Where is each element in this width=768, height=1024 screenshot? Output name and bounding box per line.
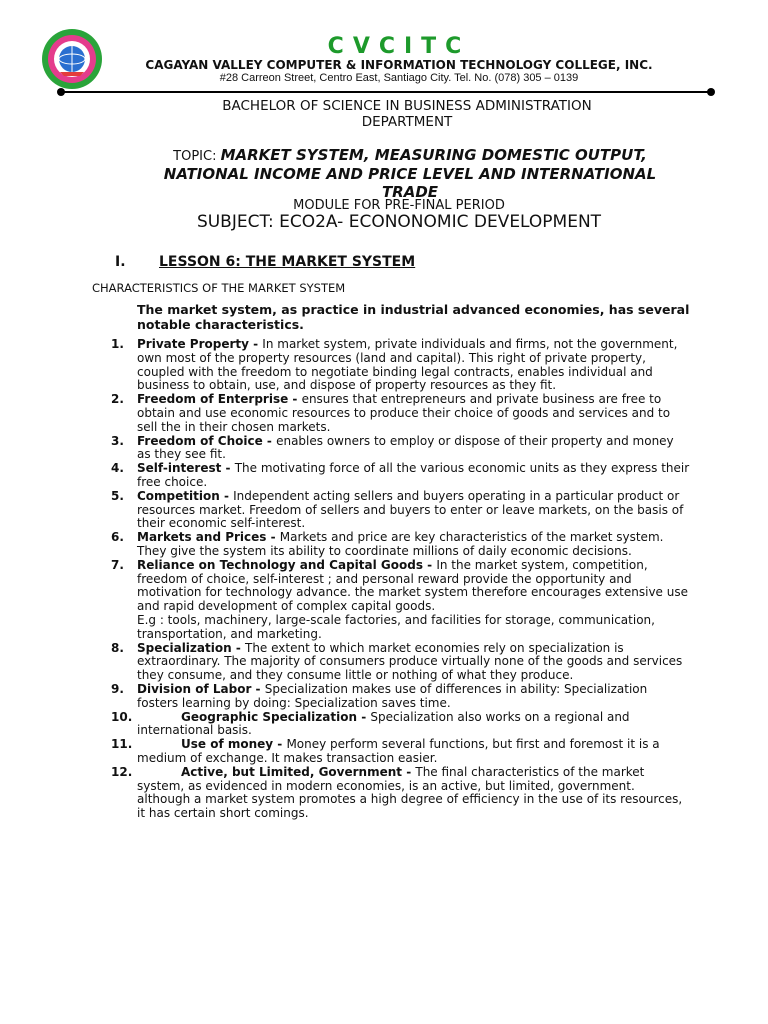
subject-line: SUBJECT: ECO2A- ECONONOMIC DEVELOPMENT	[196, 212, 602, 232]
topic-text: MARKET SYSTEM, MEASURING DOMESTIC OUTPUT, NATIONAL INCOME AND PRICE LEVEL AND INTERNATIONAL TRADE	[163, 146, 657, 201]
header-divider	[62, 91, 710, 93]
org-full-name: CAGAYAN VALLEY COMPUTER & INFORMATION TECHNOLOGY COLLEGE, INC.	[145, 58, 653, 72]
item-term: Use of money -	[181, 737, 287, 752]
department-line: DEPARTMENT	[361, 114, 453, 130]
list-item	[111, 711, 691, 739]
intro-paragraph: The market system, as practice in industrial advanced economies, has several notable characteristics.	[137, 302, 690, 332]
lesson-title: LESSON 6: THE MARKET SYSTEM	[159, 254, 416, 270]
item-term: Geographic Specialization -	[181, 709, 371, 724]
item-number: 5.	[111, 488, 124, 503]
item-term: Freedom of Choice -	[137, 433, 277, 448]
list-item	[111, 490, 691, 531]
org-address: #28 Carreon Street, Centro East, Santiago City. Tel. No. (078) 305 – 0139	[219, 72, 579, 84]
list-item	[111, 683, 691, 711]
item-number: 11.	[111, 737, 133, 752]
item-example: E.g : tools, machinery, large-scale factories, and facilities for storage, communication, transportation, and marketing.	[137, 612, 655, 641]
item-text: Markets and price are key characteristics of the market system. They give the system its ability to coordinate millions of daily economic decisions.	[137, 530, 664, 558]
item-text: Specialization also works on a regional and international basis.	[137, 709, 630, 738]
item-number: 8.	[111, 640, 124, 655]
item-number: 9.	[111, 681, 124, 696]
item-term: Active, but Limited, Government -	[181, 764, 416, 779]
item-text: In the market system, competition, freedom of choice, self-interest ; and personal reward provide the opportunity and motivation for technology advance. the market system therefore encourages extensive use and rapid development of complex capital goods.	[137, 557, 688, 614]
item-term: Division of Labor -	[137, 681, 265, 696]
lesson-heading	[115, 254, 415, 270]
list-item	[111, 435, 691, 463]
list-item	[111, 338, 691, 393]
item-term: Freedom of Enterprise -	[137, 392, 302, 407]
section-heading: CHARACTERISTICS OF THE MARKET SYSTEM	[92, 281, 346, 295]
list-item	[111, 462, 691, 490]
item-number: 3.	[111, 433, 124, 448]
item-text: The motivating force of all the various economic units as they express their free choice.	[137, 461, 690, 489]
item-text: The extent to which market economies rely on specialization is extraordinary. The majority of consumers produce virtually none of the goods and services they consume, and they consume little or nothing of what they produce.	[137, 640, 683, 683]
list-item	[111, 559, 691, 642]
characteristics-list	[111, 338, 691, 821]
list-item	[111, 642, 691, 683]
list-item	[111, 738, 691, 766]
item-text: In market system, private individuals and firms, not the government, own most of the property resources (land and capital). This right of private property, coupled with the freedom to negotiate binding legal contracts, enables individual and business to obtain, use, and dispose of property resources as they fit.	[137, 337, 678, 393]
item-number: 7.	[111, 557, 124, 572]
list-item	[111, 531, 691, 559]
lesson-number: I.	[115, 254, 126, 270]
item-text: The final characteristics of the market system, as evidenced in modern economies, is an active, but limited, government. although a market system promotes a high degree of efficiency in the use of its resources, it has certain short comings.	[137, 764, 683, 821]
topic-label: TOPIC:	[173, 149, 221, 164]
item-term: Markets and Prices -	[137, 530, 280, 545]
item-number: 10.	[111, 709, 133, 724]
item-text: ensures that entrepreneurs and private business are free to obtain and use economic resources to produce their choice of goods and services and to sell the in their chosen markets.	[137, 392, 671, 434]
list-item	[111, 393, 691, 434]
item-term: Private Property -	[137, 337, 263, 351]
department-heading	[0, 98, 768, 130]
item-number: 2.	[111, 392, 124, 407]
module-line: MODULE FOR PRE-FINAL PERIOD	[293, 198, 505, 213]
item-number: 1.	[111, 337, 124, 351]
divider-end-dot	[57, 88, 65, 96]
item-number: 4.	[111, 461, 124, 476]
item-number: 6.	[111, 530, 124, 545]
item-text: enables owners to employ or dispose of their property and money as they see fit.	[137, 433, 674, 462]
item-term: Competition -	[137, 488, 234, 503]
item-text: Money perform several functions, but first and foremost it is a medium of exchange. It makes transaction easier.	[137, 737, 660, 765]
department-line: BACHELOR OF SCIENCE IN BUSINESS ADMINISTRATION	[222, 98, 592, 114]
list-item	[111, 766, 691, 821]
divider-end-dot	[707, 88, 715, 96]
item-term: Reliance on Technology and Capital Goods -	[137, 557, 437, 572]
item-text: Specialization makes use of differences in ability: Specialization fosters learning by doing: Specialization saves time.	[137, 681, 648, 710]
item-term: Self-interest -	[137, 461, 235, 476]
item-term: Specialization -	[137, 640, 245, 655]
item-number: 12.	[111, 764, 133, 779]
topic-block	[140, 146, 680, 201]
item-text: Independent acting sellers and buyers operating in a particular product or resources market. Freedom of sellers and buyers to enter or leave markets, on the basis of their economic self-interest.	[137, 488, 684, 531]
org-short-name: CVCITC	[327, 34, 471, 59]
